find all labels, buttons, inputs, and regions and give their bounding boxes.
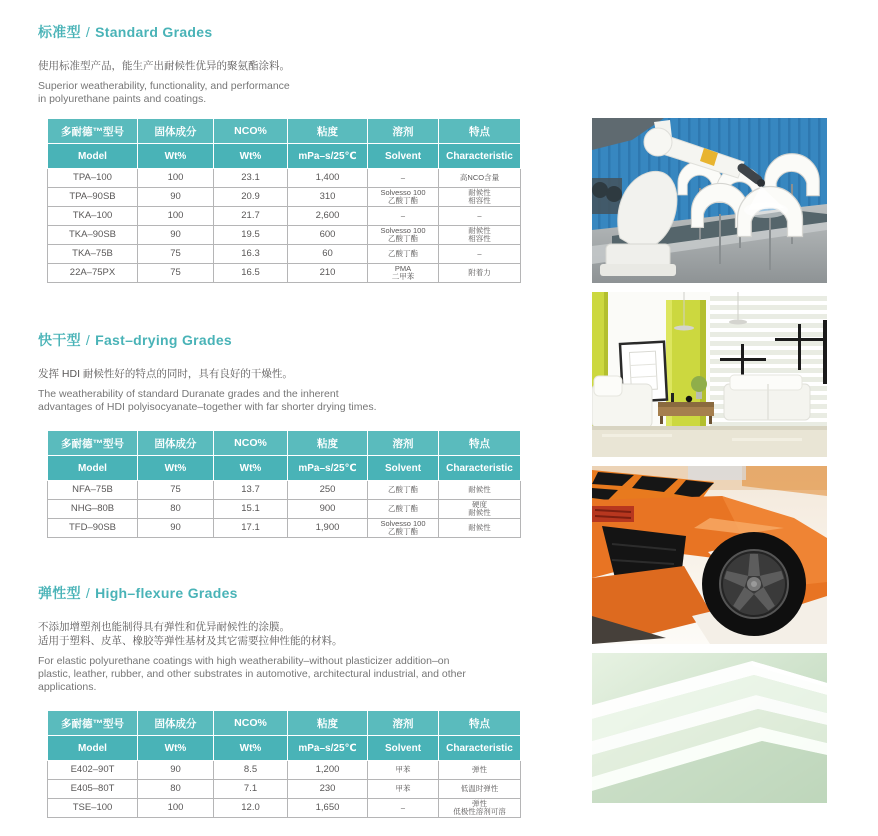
column-header: Characteristic (439, 736, 521, 761)
value-cell: 23.1 (214, 169, 288, 188)
value-cell: 乙酸丁酯 (368, 500, 439, 519)
value-cell: 低温时弹性 (439, 780, 521, 799)
column-header: 多耐德™型号 (48, 711, 138, 736)
column-header: Wt% (138, 456, 214, 481)
value-cell: 15.1 (214, 500, 288, 519)
column-header: NCO% (214, 431, 288, 456)
column-header: Solvent (368, 456, 439, 481)
column-header: 溶剂 (368, 119, 439, 144)
table-row (48, 245, 521, 264)
text-line: 使用标准型产品，能生产出耐候性优异的聚氨酯涂料。 (38, 60, 290, 72)
column-header: Wt% (214, 736, 288, 761)
value-cell: 高NCO含量 (439, 169, 521, 188)
column-header: 粘度 (288, 711, 368, 736)
header-row-en (48, 456, 521, 481)
column-header: 溶剂 (368, 431, 439, 456)
value-cell (439, 188, 521, 207)
section-title-zh: 弹性型 (38, 585, 81, 601)
column-header: mPa–s/25℃ (288, 736, 368, 761)
model-cell: E402–90T (48, 761, 138, 780)
value-cell: 1,650 (288, 799, 368, 818)
cell-line: 乙酸丁酯 (388, 196, 418, 205)
value-cell: 310 (288, 188, 368, 207)
column-header: Wt% (138, 144, 214, 169)
value-cell: 100 (138, 169, 214, 188)
value-cell: 2,600 (288, 207, 368, 226)
section-description-zh (38, 367, 538, 381)
column-header: Characteristic (439, 456, 521, 481)
value-cell: 900 (288, 500, 368, 519)
robot-spray-coating-photo (592, 118, 827, 283)
table-row (48, 500, 521, 519)
value-cell: 甲苯 (368, 761, 439, 780)
table-row (48, 264, 521, 283)
value-cell: 13.7 (214, 481, 288, 500)
section-high-flexure-grades (38, 583, 538, 694)
model-cell: TKA–90SB (48, 226, 138, 245)
value-cell (368, 264, 439, 283)
value-cell: 80 (138, 500, 214, 519)
cell-line: 耐候性 (468, 187, 491, 197)
value-cell: 乙酸丁酯 (368, 481, 439, 500)
column-header: 固体成分 (138, 711, 214, 736)
value-cell: 230 (288, 780, 368, 799)
value-cell: 100 (138, 799, 214, 818)
text-line: For elastic polyurethane coatings with high weatherability–without plasticizer addition–on (38, 655, 450, 667)
cell-line: 耐候性 (468, 225, 491, 235)
value-cell: 耐候性 (439, 481, 521, 500)
value-cell: 21.7 (214, 207, 288, 226)
value-cell: 1,400 (288, 169, 368, 188)
title-separator: / (85, 24, 91, 40)
section-description-en (38, 655, 538, 694)
value-cell: 20.9 (214, 188, 288, 207)
table-row (48, 799, 521, 818)
column-header: Model (48, 456, 138, 481)
column-header: Model (48, 736, 138, 761)
column-header: 特点 (439, 119, 521, 144)
model-cell: NHG–80B (48, 500, 138, 519)
column-header: 固体成分 (138, 431, 214, 456)
value-cell: 250 (288, 481, 368, 500)
text-line: applications. (38, 681, 97, 693)
column-header: 粘度 (288, 431, 368, 456)
header-row-en (48, 736, 521, 761)
model-cell: TSE–100 (48, 799, 138, 818)
title-separator: / (85, 332, 91, 348)
column-header: NCO% (214, 119, 288, 144)
value-cell: 弹性 (439, 761, 521, 780)
value-cell: – (439, 207, 521, 226)
column-header: Model (48, 144, 138, 169)
value-cell: – (439, 245, 521, 264)
model-cell: TKA–75B (48, 245, 138, 264)
header-row-zh (48, 711, 521, 736)
model-cell: 22A–75PX (48, 264, 138, 283)
column-header: Wt% (214, 144, 288, 169)
title-separator: / (85, 585, 91, 601)
cell-line: 相容性 (468, 196, 491, 205)
value-cell: 90 (138, 188, 214, 207)
header-row-zh (48, 431, 521, 456)
section-title (38, 583, 538, 603)
section-title (38, 330, 538, 350)
cell-line: Solvesso 100 (380, 225, 426, 235)
value-cell: 17.1 (214, 519, 288, 538)
text-line: 适用于塑料、皮革、橡胶等弹性基材及其它需要拉伸性能的材料。 (38, 635, 343, 647)
cell-line: 乙酸丁酯 (388, 527, 418, 536)
text-line: Superior weatherability, functionality, and performance (38, 80, 290, 92)
section-fast-drying-grades (38, 330, 538, 414)
text-line: 不添加增塑剂也能制得具有弹性和优异耐候性的涂膜。 (38, 621, 290, 633)
column-header: 特点 (439, 431, 521, 456)
value-cell: 75 (138, 245, 214, 264)
text-line: in polyurethane paints and coatings. (38, 93, 207, 105)
section-title-en: High–flexure Grades (95, 585, 238, 601)
cell-line: Solvesso 100 (380, 518, 426, 528)
value-cell: – (368, 799, 439, 818)
cell-line: 耐候性 (468, 508, 491, 517)
section-description-zh (38, 620, 538, 648)
value-cell (368, 519, 439, 538)
value-cell: 19.5 (214, 226, 288, 245)
value-cell: 90 (138, 226, 214, 245)
value-cell (439, 799, 521, 818)
column-header: 粘度 (288, 119, 368, 144)
value-cell: 210 (288, 264, 368, 283)
table-row (48, 519, 521, 538)
column-header: 溶剂 (368, 711, 439, 736)
value-cell: 7.1 (214, 780, 288, 799)
orange-sports-car-photo (592, 466, 827, 644)
cell-line: 乙酸丁酯 (388, 234, 418, 243)
interior-living-room-photo (592, 292, 827, 457)
section-title-en: Standard Grades (95, 24, 213, 40)
value-cell: – (368, 207, 439, 226)
cell-line: 低极性溶剂可溶 (453, 807, 506, 816)
robot-spray-coating-image (592, 118, 827, 283)
column-header: NCO% (214, 711, 288, 736)
column-header: 特点 (439, 711, 521, 736)
cell-line: 弹性 (472, 798, 487, 808)
table-row (48, 481, 521, 500)
cell-line: 硬度 (472, 499, 487, 509)
table-row (48, 780, 521, 799)
glass-panels-image (592, 653, 827, 803)
section-description-en (38, 388, 538, 414)
value-cell (439, 500, 521, 519)
model-cell: TPA–90SB (48, 188, 138, 207)
header-row-zh (48, 119, 521, 144)
column-header: Wt% (138, 736, 214, 761)
section-title-zh: 快干型 (38, 332, 81, 348)
value-cell: 乙酸丁酯 (368, 245, 439, 264)
header-row-en (48, 144, 521, 169)
standard-grades-table (47, 118, 521, 283)
value-cell: 16.5 (214, 264, 288, 283)
value-cell: – (368, 169, 439, 188)
column-header: Wt% (214, 456, 288, 481)
text-line: plastic, leather, rubber, and other substrates in automotive, architectural industrial, and other (38, 668, 466, 680)
model-cell: TKA–100 (48, 207, 138, 226)
text-line: advantages of HDI polyisocyanate–together with far shorter drying times. (38, 401, 377, 413)
value-cell (439, 226, 521, 245)
value-cell: 16.3 (214, 245, 288, 264)
orange-sports-car-image (592, 466, 827, 644)
value-cell: 1,900 (288, 519, 368, 538)
fast-drying-grades-table (47, 430, 521, 538)
value-cell (368, 188, 439, 207)
column-header: Characteristic (439, 144, 521, 169)
high-flexure-grades-table (47, 710, 521, 818)
value-cell: 甲苯 (368, 780, 439, 799)
value-cell: 附着力 (439, 264, 521, 283)
value-cell: 60 (288, 245, 368, 264)
table-row (48, 226, 521, 245)
value-cell: 90 (138, 761, 214, 780)
table-row (48, 207, 521, 226)
table-row (48, 761, 521, 780)
column-header: Solvent (368, 144, 439, 169)
model-cell: NFA–75B (48, 481, 138, 500)
cell-line: 相容性 (468, 234, 491, 243)
value-cell (368, 226, 439, 245)
glass-panels-photo (592, 653, 827, 803)
column-header: 多耐德™型号 (48, 431, 138, 456)
column-header: 多耐德™型号 (48, 119, 138, 144)
interior-living-room-image (592, 292, 827, 457)
value-cell: 600 (288, 226, 368, 245)
section-description-en (38, 80, 538, 106)
model-cell: TFD–90SB (48, 519, 138, 538)
value-cell: 75 (138, 264, 214, 283)
value-cell: 90 (138, 519, 214, 538)
section-title-zh: 标准型 (38, 24, 81, 40)
value-cell: 100 (138, 207, 214, 226)
table-row (48, 188, 521, 207)
section-description-zh (38, 59, 538, 73)
cell-line: PMA (394, 263, 412, 273)
value-cell: 75 (138, 481, 214, 500)
model-cell: TPA–100 (48, 169, 138, 188)
column-header: mPa–s/25℃ (288, 456, 368, 481)
cell-line: Solvesso 100 (380, 187, 426, 197)
value-cell: 12.0 (214, 799, 288, 818)
column-header: mPa–s/25℃ (288, 144, 368, 169)
column-header: Solvent (368, 736, 439, 761)
text-line: The weatherability of standard Duranate grades and the inherent (38, 388, 339, 400)
section-title-en: Fast–drying Grades (95, 332, 232, 348)
table-row (48, 169, 521, 188)
value-cell: 1,200 (288, 761, 368, 780)
model-cell: E405–80T (48, 780, 138, 799)
value-cell: 8.5 (214, 761, 288, 780)
value-cell: 耐候性 (439, 519, 521, 538)
text-line: 发挥 HDI 耐候性好的特点的同时，具有良好的干燥性。 (38, 368, 293, 380)
column-header: 固体成分 (138, 119, 214, 144)
value-cell: 80 (138, 780, 214, 799)
section-title (38, 22, 538, 42)
cell-line: 二甲苯 (391, 272, 415, 281)
section-standard-grades (38, 22, 538, 106)
